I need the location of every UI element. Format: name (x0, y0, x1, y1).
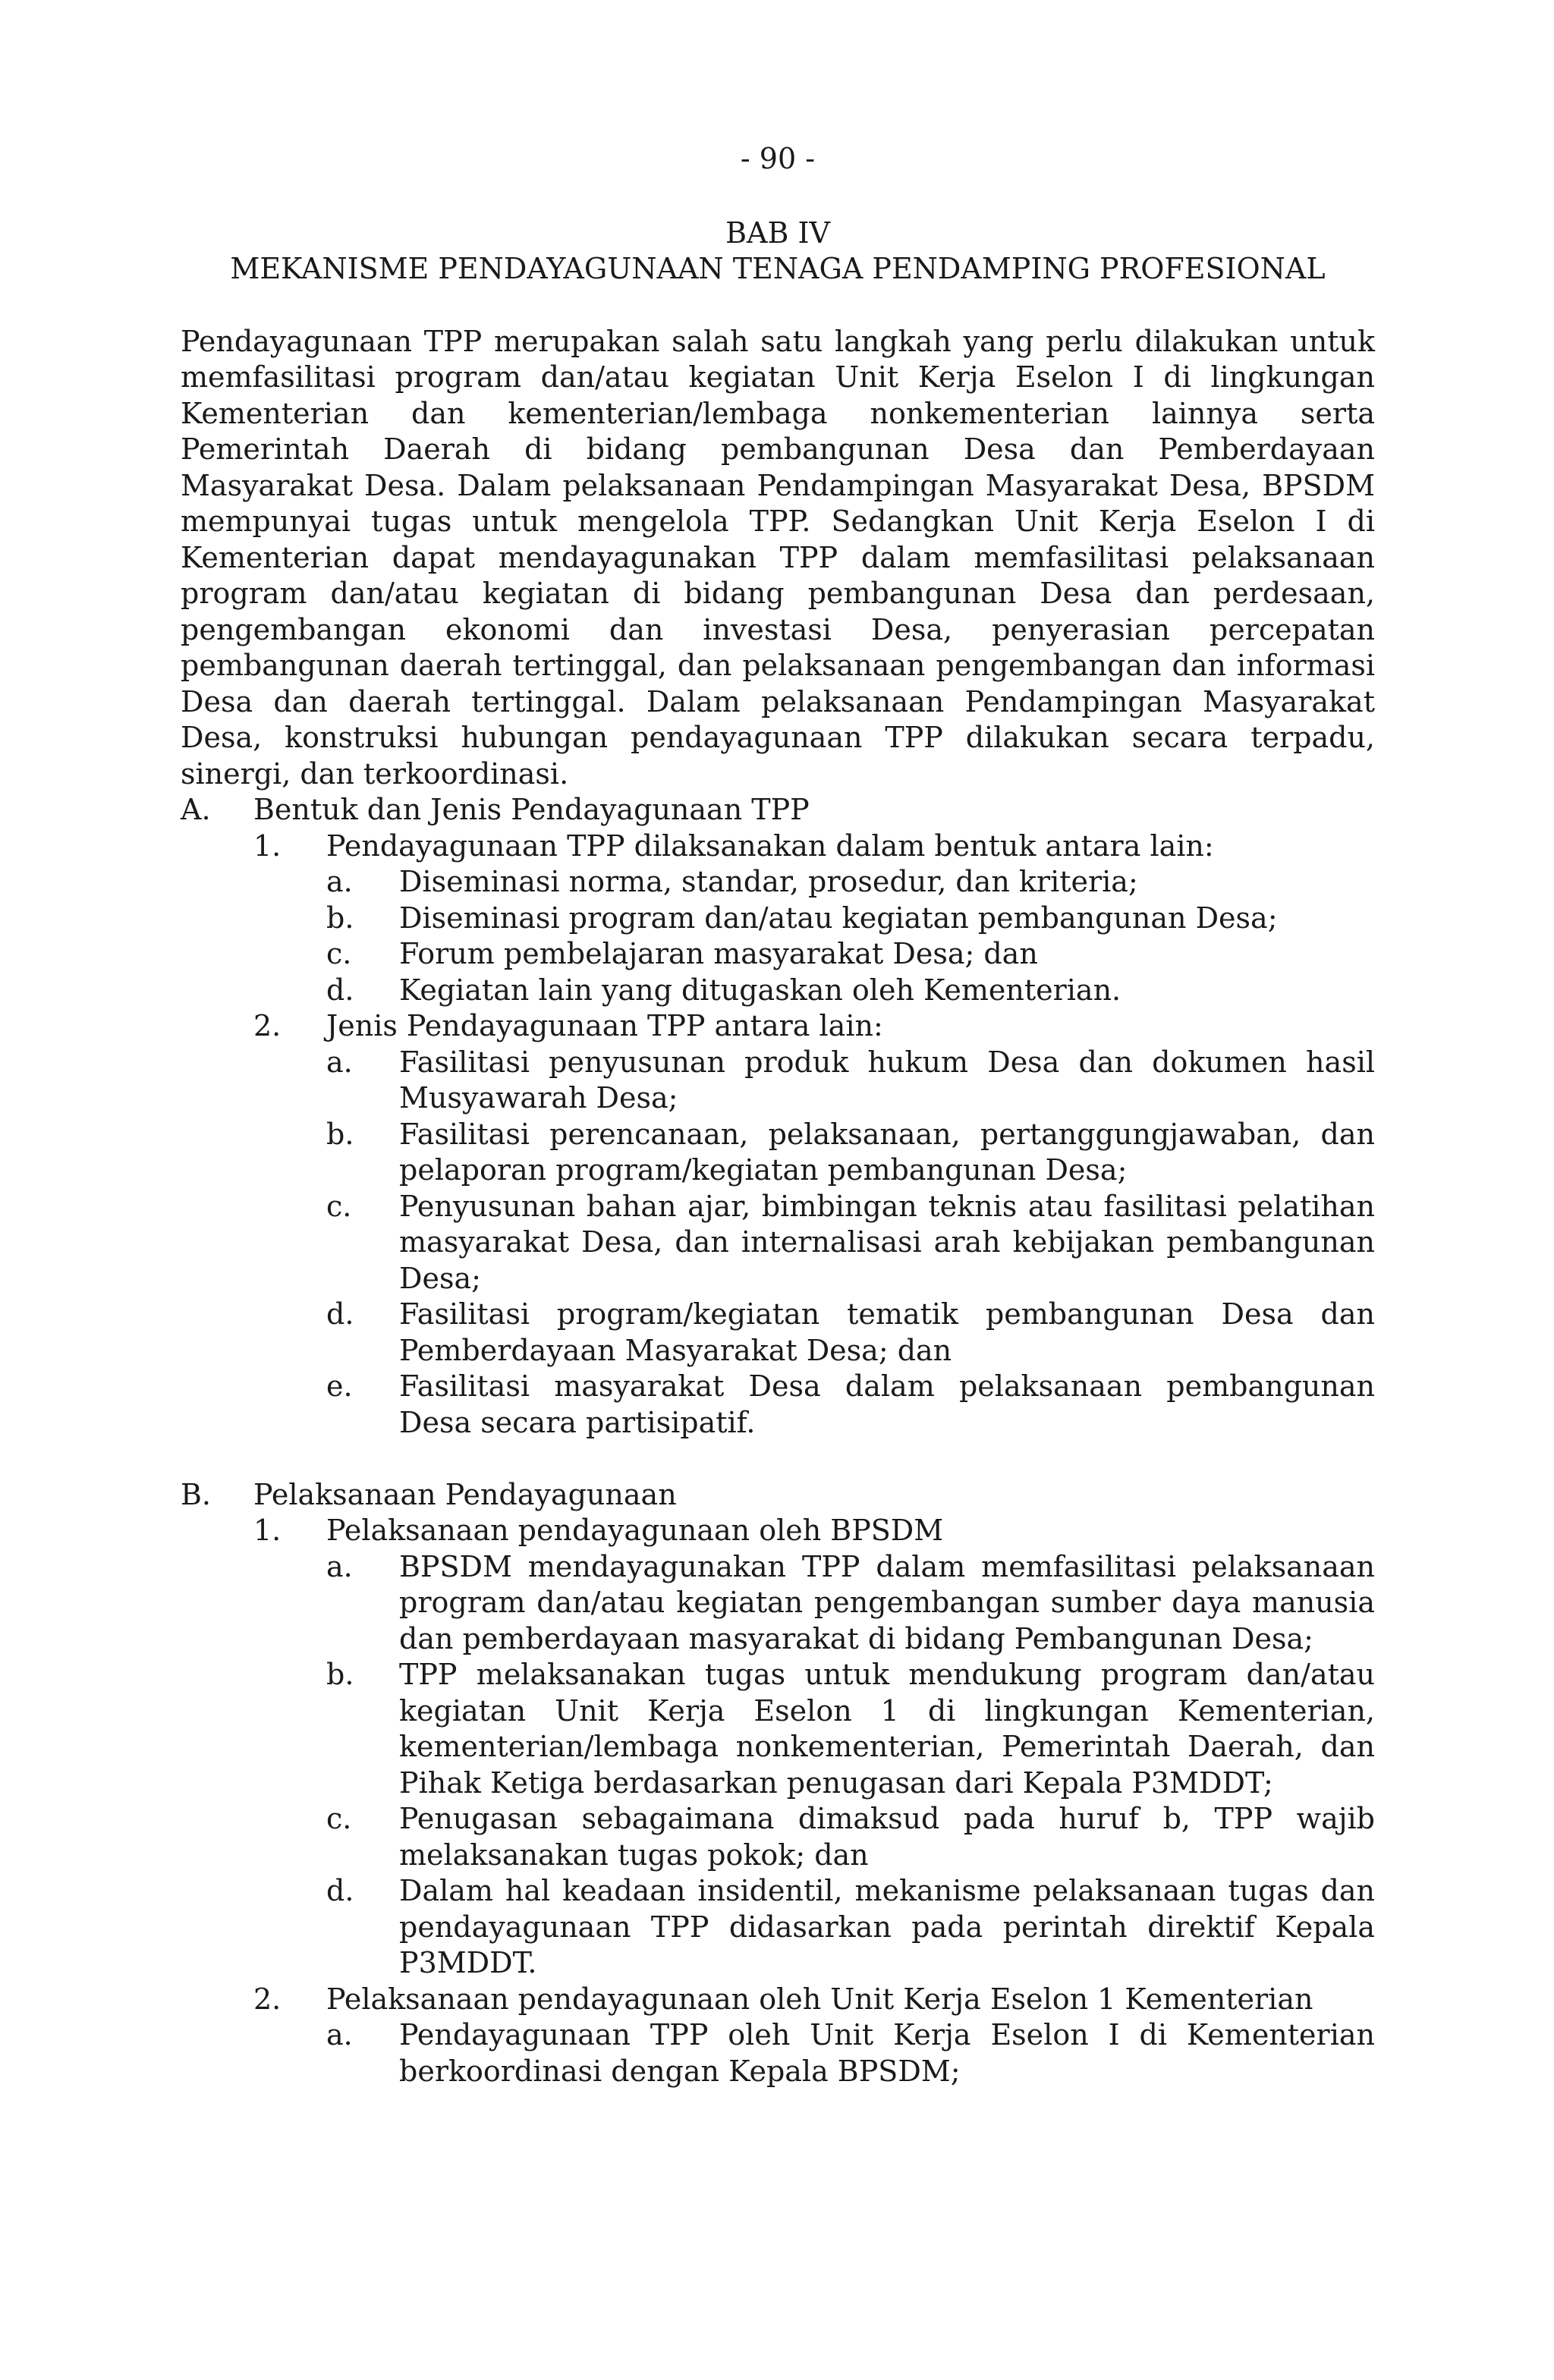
item-title: Jenis Pendayagunaan TPP antara lain: (326, 1009, 883, 1042)
sub-letter: c. (326, 1802, 352, 1835)
sub-letter: a. (326, 1549, 353, 1583)
numbered-item (253, 1513, 1375, 1982)
list-item (326, 936, 1375, 973)
list-item (326, 1657, 1375, 1801)
sub-text: Penyusunan bahan ajar, bimbingan teknis atau fasilitasi pelatihan masyarakat Desa, dan internalisasi arah kebijakan pembangunan Desa; (399, 1189, 1375, 1295)
list-item (326, 901, 1375, 937)
item-title: Pelaksanaan pendayagunaan oleh Unit Kerja Eselon 1 Kementerian (326, 1982, 1313, 2016)
sub-letter: d. (326, 1297, 354, 1331)
sub-letter: b. (326, 901, 354, 935)
sub-letter: d. (326, 973, 354, 1007)
sub-letter: a. (326, 1045, 353, 1079)
section-a (181, 792, 1375, 1441)
list-item (326, 1189, 1375, 1297)
list-item (326, 1549, 1375, 1658)
sub-list (326, 1045, 1375, 1442)
sub-letter: e. (326, 1369, 353, 1403)
sub-text: BPSDM mendayagunakan TPP dalam memfasilitasi pelaksanaan program dan/atau kegiatan pengembangan sumber daya manusia dan pemberdayaan masyarakat di bidang Pembangunan Desa; (399, 1549, 1375, 1655)
section-title: Pelaksanaan Pendayagunaan (253, 1477, 677, 1511)
item-number: 2. (253, 1982, 282, 2016)
list-item (326, 2017, 1375, 2089)
section-b (181, 1477, 1375, 2090)
list-item (326, 1117, 1375, 1189)
item-number: 1. (253, 828, 282, 863)
list-item (326, 864, 1375, 901)
sub-list (326, 864, 1375, 1008)
sub-list (326, 1549, 1375, 1982)
sub-text: Penugasan sebagaimana dimaksud pada huruf b, TPP wajib melaksanakan tugas pokok; dan (399, 1802, 1375, 1872)
item-number: 1. (253, 1514, 282, 1547)
sub-letter: d. (326, 1874, 354, 1907)
chapter-title: BAB IV (725, 215, 830, 250)
sub-list (326, 2017, 1375, 2089)
sub-text: Dalam hal keadaan insidentil, mekanisme pelaksanaan tugas dan pendayagunaan TPP didasarkan pada perintah direktif Kepala P3MDDT. (399, 1874, 1375, 1979)
intro-paragraph: Pendayagunaan TPP merupakan salah satu langkah yang perlu dilakukan untuk memfasilitasi program dan/atau kegiatan Unit Kerja Eselon I di lingkungan Kementerian dan kementerian/lembaga nonkementerian lainnya serta Pemerintah Daerah di bidang pembangunan Desa dan Pemberdayaan Masyarakat Desa. Dalam pelaksanaan Pendampingan Masyarakat Desa, BPSDM mempunyai tugas untuk mengelola TPP. Sedangkan Unit Kerja Eselon I di Kementerian dapat mendayagunakan TPP dalam memfasilitasi pelaksanaan program dan/atau kegiatan di bidang pembangunan Desa dan perdesaan, pengembangan ekonomi dan investasi Desa, penyerasian percepatan pembangunan daerah tertinggal, dan pelaksanaan pengembangan dan informasi Desa dan daerah tertinggal. Dalam pelaksanaan Pendampingan Masyarakat Desa, konstruksi hubungan pendayagunaan TPP dilakukan secara terpadu, sinergi, dan terkoordinasi. (181, 324, 1375, 791)
numbered-item (253, 1008, 1375, 1441)
sub-text: TPP melaksanakan tugas untuk mendukung program dan/atau kegiatan Unit Kerja Eselon 1 di lingkungan Kementerian, kementerian/lembaga nonkementerian, Pemerintah Daerah, dan Pihak Ketiga berdasarkan penugasan dari Kepala P3MDDT; (399, 1658, 1375, 1800)
sub-text: Fasilitasi penyusunan produk hukum Desa dan dokumen hasil Musyawarah Desa; (399, 1045, 1375, 1115)
item-heading (253, 828, 1375, 865)
sub-text: Fasilitasi program/kegiatan tematik pembangunan Desa dan Pemberdayaan Masyarakat Desa; dan (399, 1297, 1375, 1367)
sub-text: Pendayagunaan TPP oleh Unit Kerja Eselon I di Kementerian berkoordinasi dengan Kepala BPSDM; (399, 2018, 1375, 2088)
sub-text: Fasilitasi perencanaan, pelaksanaan, pertanggungjawaban, dan pelaporan program/kegiatan pembangunan Desa; (399, 1117, 1375, 1187)
section-heading (181, 1477, 1375, 1514)
section-letter: B. (181, 1477, 212, 1511)
item-heading (253, 1982, 1375, 2018)
list-item (326, 1369, 1375, 1441)
list-item (326, 973, 1375, 1009)
list-item (326, 1045, 1375, 1117)
list-item (326, 1801, 1375, 1873)
document-page (181, 141, 1375, 2089)
sub-letter: c. (326, 937, 352, 970)
numbered-item (253, 1982, 1375, 2090)
sub-letter: b. (326, 1117, 354, 1151)
sub-letter: b. (326, 1658, 354, 1691)
section-title: Bentuk dan Jenis Pendayagunaan TPP (253, 793, 810, 826)
sub-text: Diseminasi norma, standar, prosedur, dan kriteria; (399, 865, 1138, 898)
section-heading (181, 792, 1375, 828)
section-letter: A. (181, 793, 211, 826)
sub-text: Forum pembelajaran masyarakat Desa; dan (399, 937, 1038, 970)
sub-text: Kegiatan lain yang ditugaskan oleh Kementerian. (399, 973, 1121, 1007)
list-item (326, 1873, 1375, 1982)
page-number: - 90 - (740, 142, 816, 175)
sub-letter: a. (326, 2018, 353, 2051)
chapter-subtitle: MEKANISME PENDAYAGUNAAN TENAGA PENDAMPING PROFESIONAL (230, 252, 1326, 285)
item-heading (253, 1008, 1375, 1045)
item-heading (253, 1513, 1375, 1549)
sub-text: Fasilitasi masyarakat Desa dalam pelaksanaan pembangunan Desa secara partisipatif. (399, 1369, 1375, 1439)
list-item (326, 1297, 1375, 1369)
sub-letter: c. (326, 1189, 352, 1223)
item-title: Pendayagunaan TPP dilaksanakan dalam bentuk antara lain: (326, 828, 1214, 863)
section-spacer (181, 1441, 1375, 1477)
item-number: 2. (253, 1009, 282, 1042)
sub-text: Diseminasi program dan/atau kegiatan pembangunan Desa; (399, 901, 1278, 935)
numbered-item (253, 828, 1375, 1009)
sub-letter: a. (326, 865, 353, 898)
item-title: Pelaksanaan pendayagunaan oleh BPSDM (326, 1514, 944, 1547)
